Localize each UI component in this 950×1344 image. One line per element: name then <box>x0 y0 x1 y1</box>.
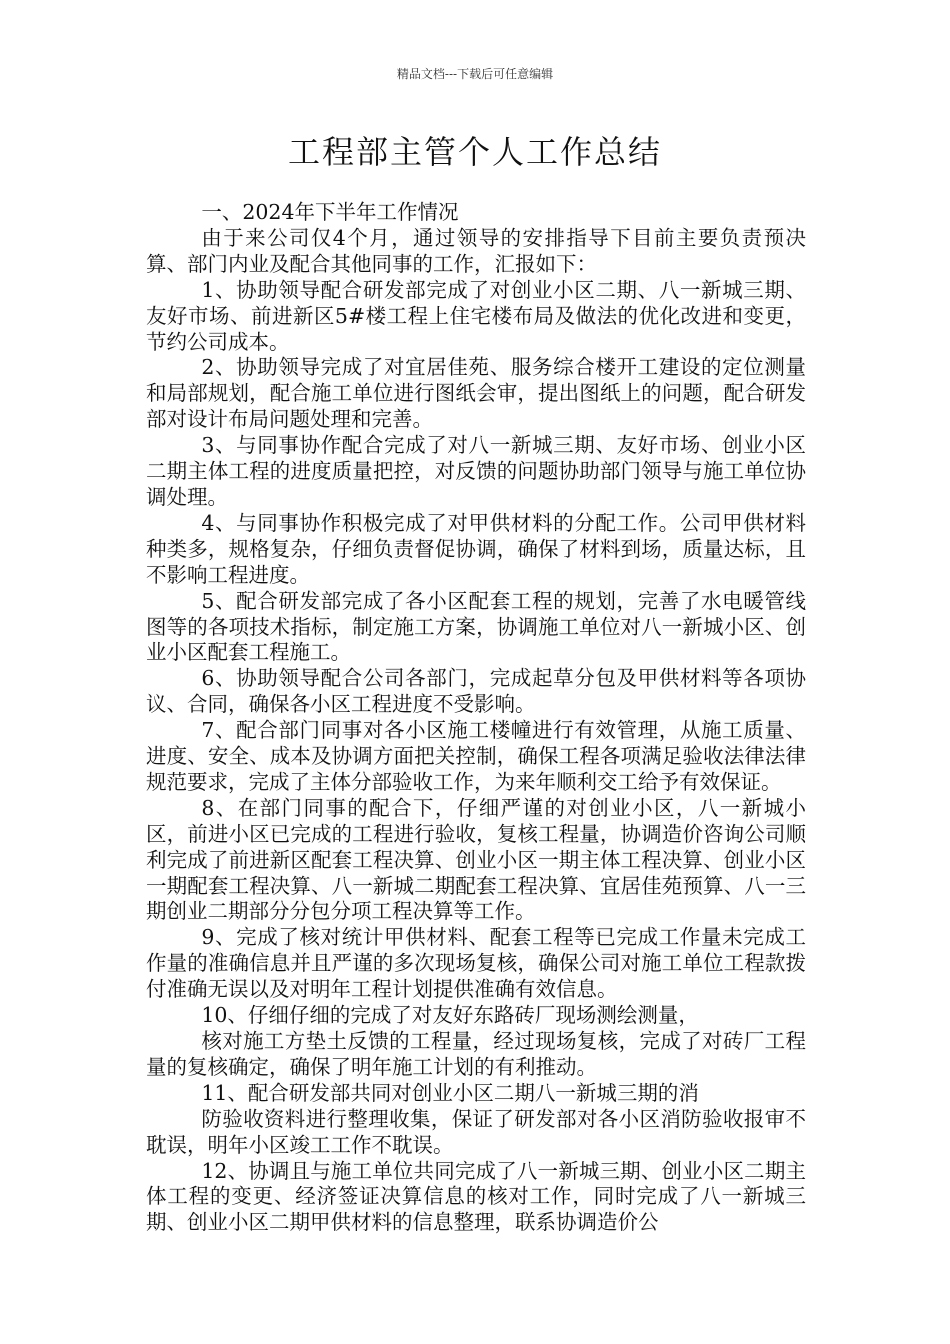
paragraph: 9、完成了核对统计甲供材料、配套工程等已完成工作量未完成工作量的准确信息并且严谨的多次现场复核，确保公司对施工单位工程款拨付准确无误以及对明年工程计划提供准确有效信息。 <box>146 925 806 1002</box>
document-title: 工程部主管个人工作总结 <box>287 133 662 171</box>
paragraph: 5、配合研发部完成了各小区配套工程的规划，完善了水电暖管线图等的各项技术指标，制定施工方案，协调施工单位对八一新城小区、创业小区配套工程施工。 <box>146 588 806 665</box>
paragraph: 防验收资料进行整理收集，保证了研发部对各小区消防验收报审不耽误，明年小区竣工工作不耽误。 <box>146 1106 806 1157</box>
paragraph: 由于来公司仅4个月，通过领导的安排指导下目前主要负责预决算、部门内业及配合其他同事的工作，汇报如下： <box>146 225 806 276</box>
paragraph: 2、协助领导完成了对宜居佳苑、服务综合楼开工建设的定位测量和局部规划，配合施工单位进行图纸会审，提出图纸上的问题，配合研发部对设计布局问题处理和完善。 <box>146 355 806 432</box>
header-note: 精品文档---下载后可任意编辑 <box>396 67 554 81</box>
paragraph: 核对施工方垫土反馈的工程量，经过现场复核，完成了对砖厂工程量的复核确定，确保了明年施工计划的有利推动。 <box>146 1029 806 1079</box>
paragraph: 8、在部门同事的配合下，仔细严谨的对创业小区，八一新城小区，前进小区已完成的工程进行验收，复核工程量，协调造价咨询公司顺利完成了前进新区配套工程决算、创业小区一期主体工程决算、创业小区一期配套工程决算、八一新城二期配套工程决算、宜居佳苑预算、八一三期创业二期部分分包分项工程决算等工作。 <box>146 795 806 924</box>
paragraph: 4、与同事协作积极完成了对甲供材料的分配工作。公司甲供材料种类多，规格复杂，仔细负责督促协调，确保了材料到场，质量达标，且不影响工程进度。 <box>146 510 806 587</box>
paragraph: 7、配合部门同事对各小区施工楼幢进行有效管理，从施工质量、进度、安全、成本及协调方面把关控制，确保工程各项满足验收法律法律规范要求，完成了主体分部验收工作，为来年顺利交工给予有效保证。 <box>146 718 806 794</box>
paragraph: 1、协助领导配合研发部完成了对创业小区二期、八一新城三期、友好市场、前进新区5#楼工程上住宅楼布局及做法的优化改进和变更，节约公司成本。 <box>146 277 806 354</box>
paragraph: 6、协助领导配合公司各部门，完成起草分包及甲供材料等各项协议、合同，确保各小区工程进度不受影响。 <box>146 666 806 717</box>
paragraph: 3、与同事协作配合完成了对八一新城三期、友好市场、创业小区二期主体工程的进度质量把控，对反馈的问题协助部门领导与施工单位协调处理。 <box>146 433 806 509</box>
paragraph: 12、协调且与施工单位共同完成了八一新城三期、创业小区二期主体工程的变更、经济签证决算信息的核对工作，同时完成了八一新城三期、创业小区二期甲供材料的信息整理，联系协调造价公 <box>146 1158 806 1235</box>
paragraph: 11、配合研发部共同对创业小区二期八一新城三期的消 <box>201 1080 699 1105</box>
section-heading: 一、2024年下半年工作情况 <box>201 200 459 224</box>
paragraph: 10、仔细仔细的完成了对友好东路砖厂现场测绘测量， <box>201 1003 699 1028</box>
document-body <box>146 200 806 1236</box>
